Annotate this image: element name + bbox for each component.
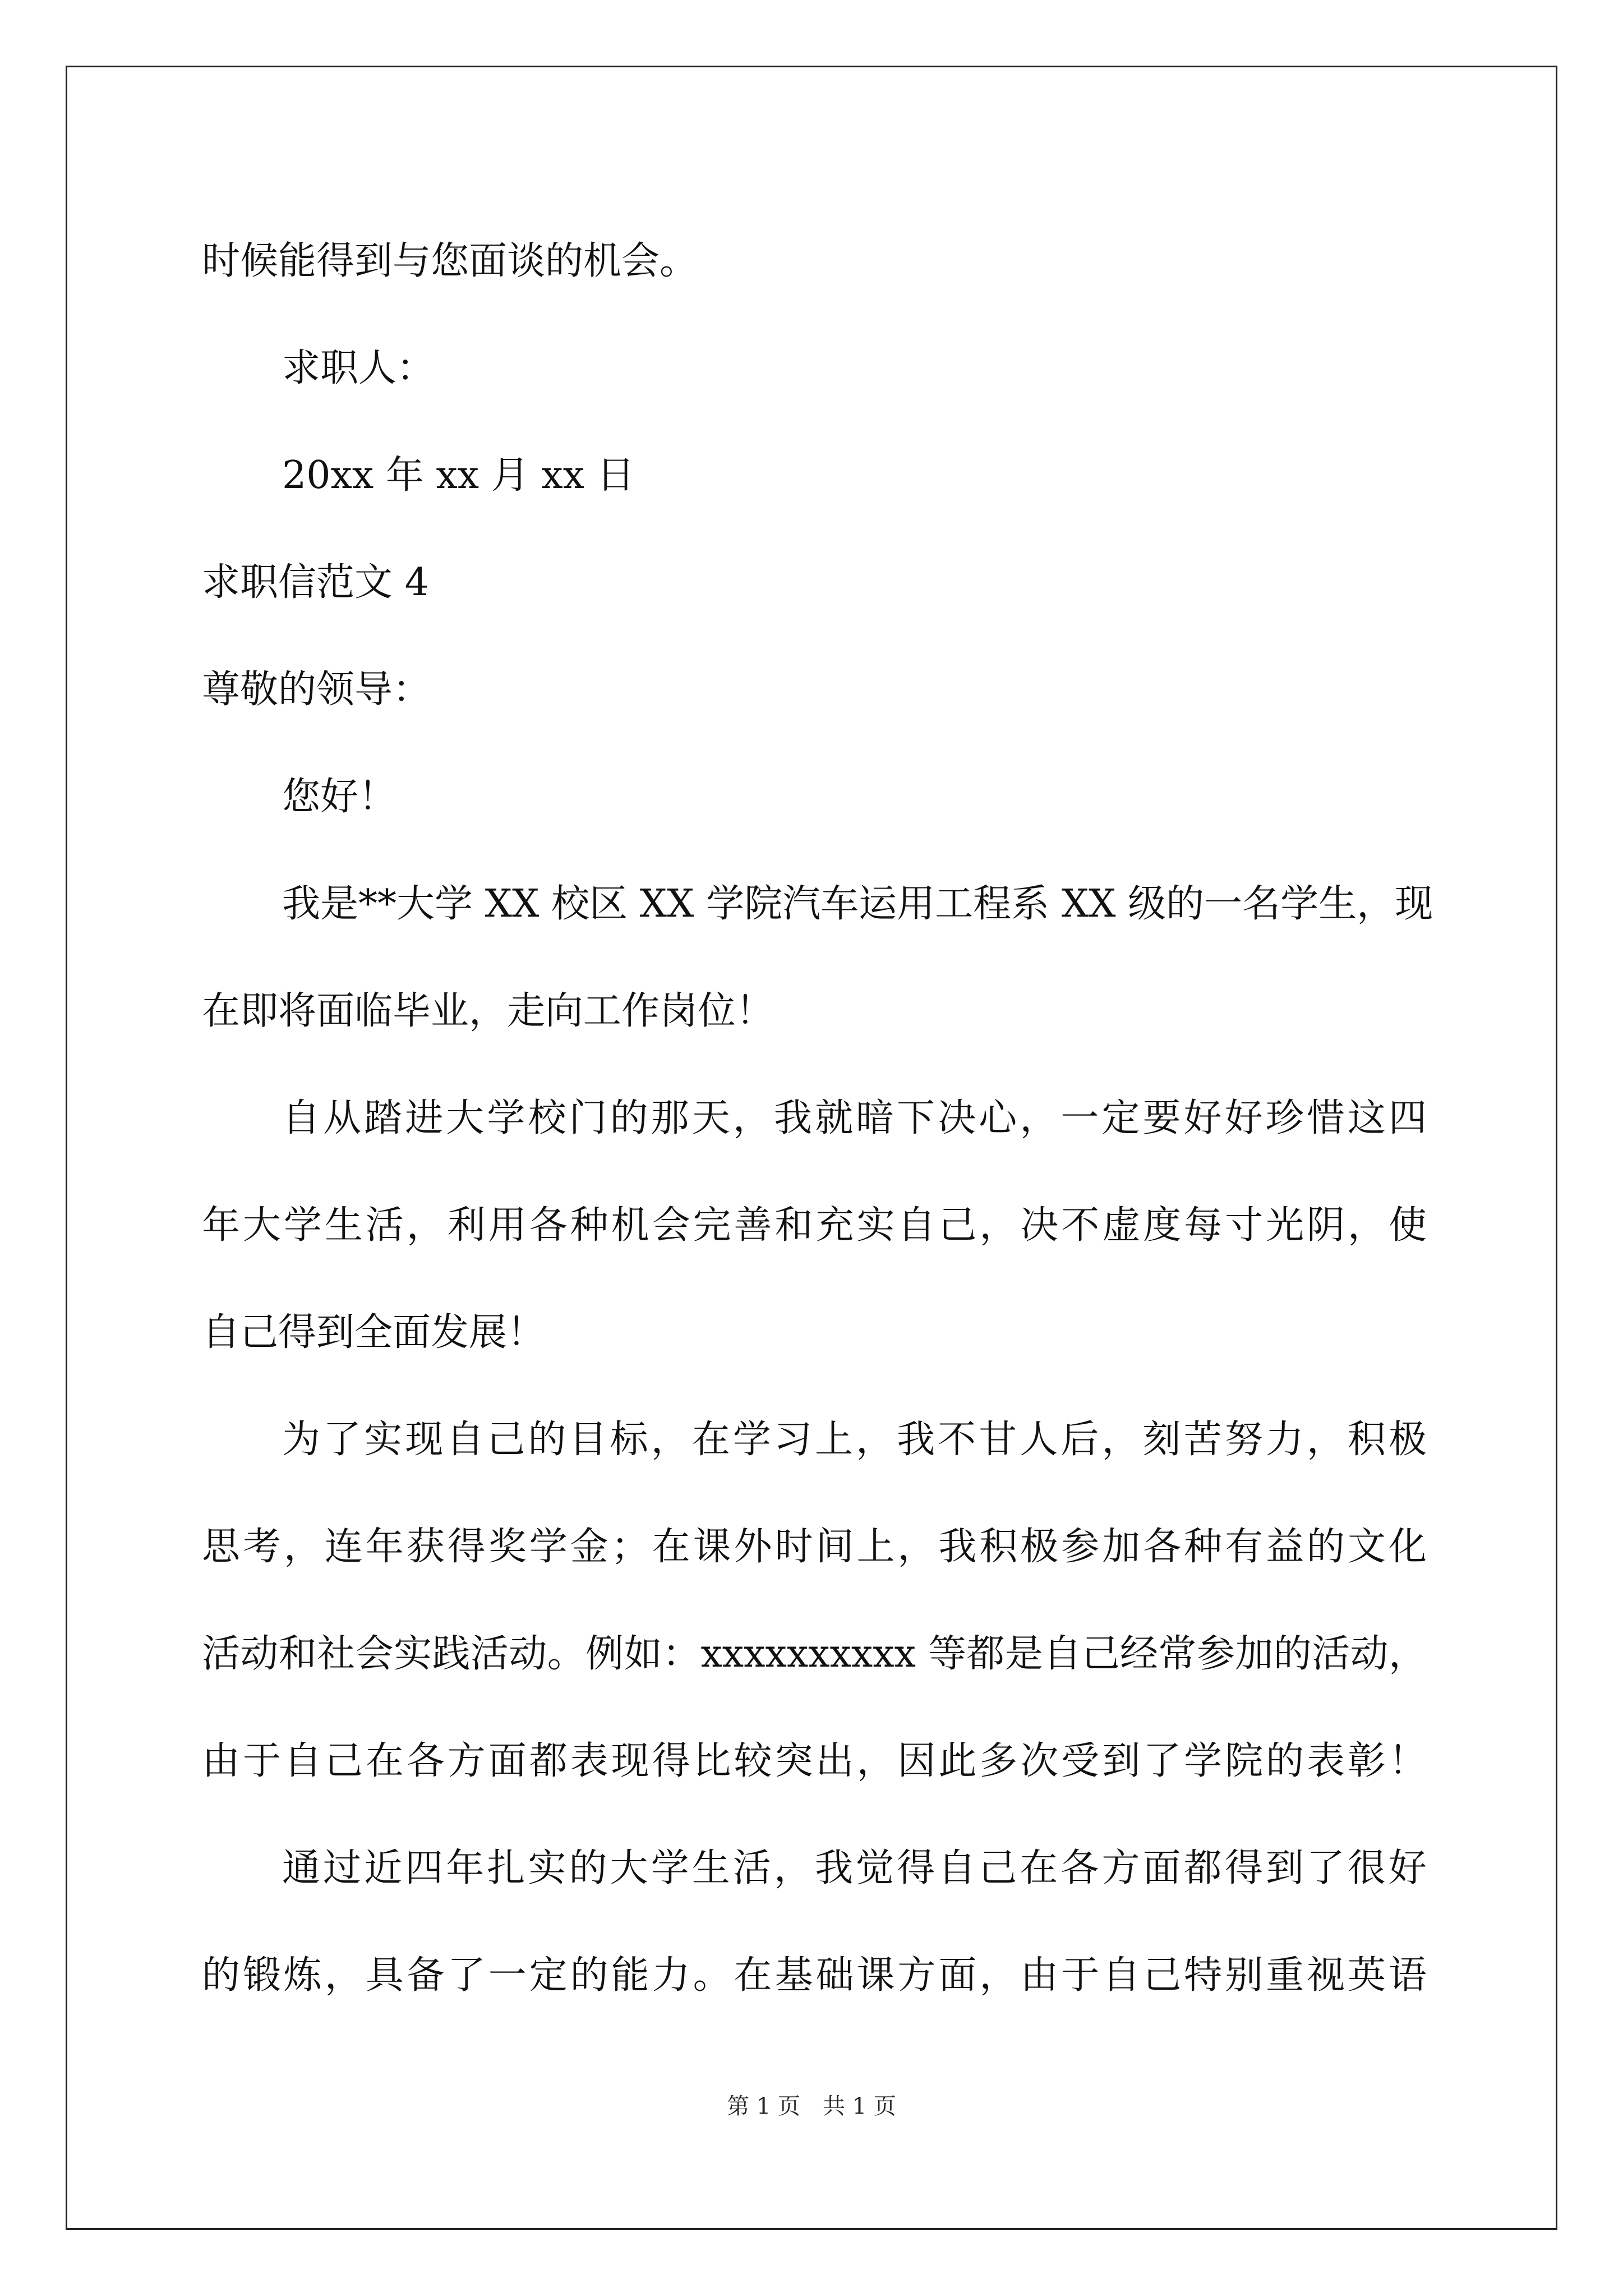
paragraph-line: 思考，连年获得奖学金；在课外时间上，我积极参加各种有益的文化 xyxy=(202,1525,1427,1569)
paragraph-line: 活动和社会实践活动。例如：xxxxxxxxxx 等都是自己经常参加的活动， xyxy=(202,1632,1427,1676)
section-heading: 求职信范文 4 xyxy=(202,560,429,605)
paragraph-line: 的锻炼，具备了一定的能力。在基础课方面，由于自己特别重视英语 xyxy=(202,1953,1427,1998)
paragraph-line: 年大学生活，利用各种机会完善和充实自己，决不虚度每寸光阴，使 xyxy=(202,1203,1427,1248)
salutation: 尊敬的领导： xyxy=(202,668,431,712)
document-body xyxy=(202,208,1433,2029)
paragraph-line: 由于自己在各方面都表现得比较突出，因此多次受到了学院的表彰！ xyxy=(202,1739,1427,1783)
greeting: 您好！ xyxy=(282,775,397,819)
paragraph-line: 通过近四年扎实的大学生活，我觉得自己在各方面都得到了很好 xyxy=(282,1846,1427,1890)
paragraph-line: 为了实现自己的目标，在学习上，我不甘人后，刻苦努力，积极 xyxy=(282,1418,1427,1462)
page-footer: 第 1 页 共 1 页 xyxy=(727,2093,896,2119)
text-line: 时候能得到与您面谈的机会。 xyxy=(202,239,698,283)
signature-label: 求职人： xyxy=(282,346,435,390)
paragraph-line: 自己得到全面发展！ xyxy=(202,1310,546,1355)
paragraph-line: 在即将面临毕业，走向工作岗位！ xyxy=(202,989,774,1033)
paragraph-line: 自从踏进大学校门的那天，我就暗下决心，一定要好好珍惜这四 xyxy=(282,1096,1427,1140)
date-line: 20xx 年 xx 月 xx 日 xyxy=(282,453,635,498)
paragraph-line: 我是**大学 XX 校区 XX 学院汽车运用工程系 XX 级的一名学生，现 xyxy=(282,882,1433,926)
